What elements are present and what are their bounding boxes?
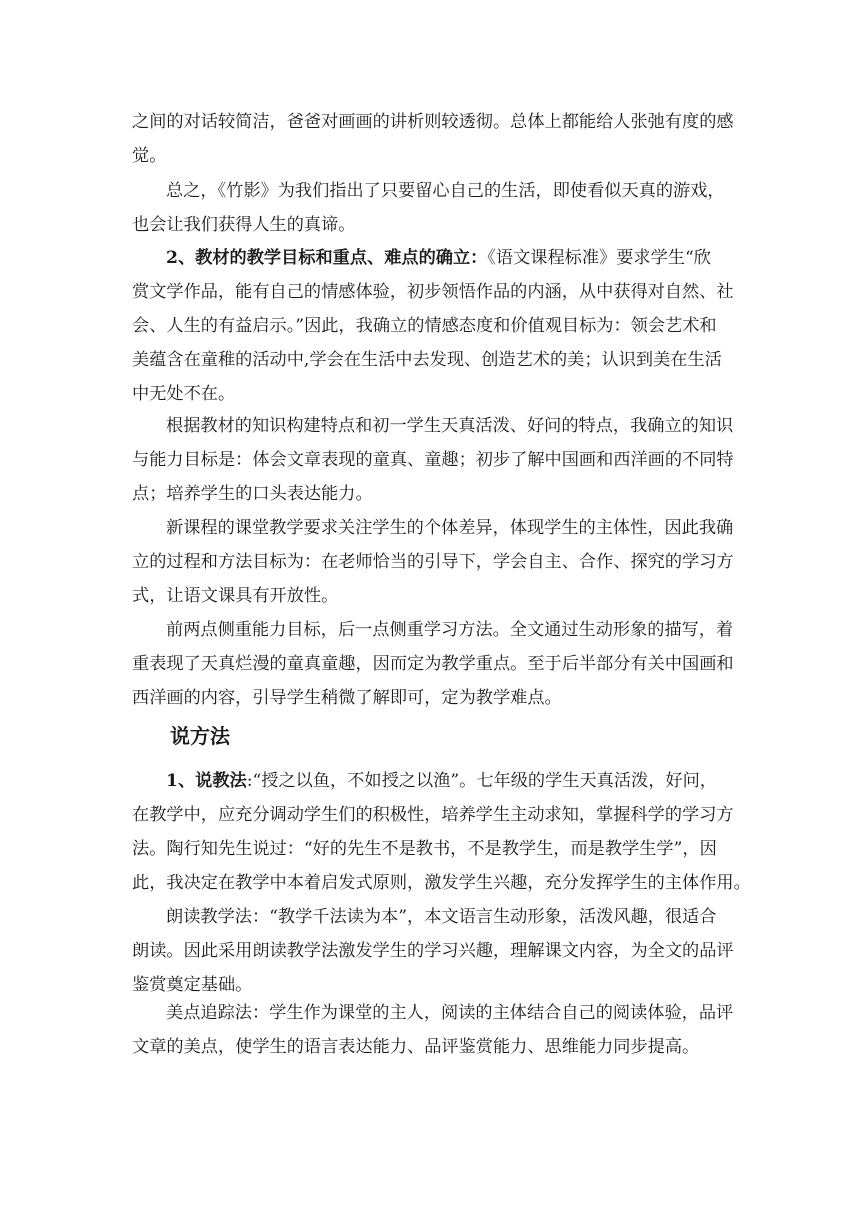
text-line: 法。陶行知先生说过：“好的先生不是教书，不是教学生，而是教学生学”，因 [132,839,717,859]
text-line: 重表现了天真烂漫的童真童趣，因而定为教学重点。至于后半部分有关中国画和 [132,654,734,674]
text-line: 中无处不在。 [132,384,236,404]
paragraph-teaching-goals [132,241,734,411]
section-lead: 2、教材的教学目标和重点、难点的确立： [166,248,488,268]
text-line: 也会让我们获得人生的真谛。 [132,215,356,235]
text-line: 立的过程和方法目标为：在老师恰当的引导下，学会自主、合作、探究的学习方 [132,552,734,572]
text-line: 新课程的课堂教学要求关注学生的个体差异，体现学生的主体性，因此我确 [166,518,734,538]
text-line [132,241,734,275]
text-line: 文章的美点，使学生的语言表达能力、品评鉴赏能力、思维能力同步提高。 [132,1037,700,1057]
text-line: 会、人生的有益启示。”因此，我确立的情感态度和价值观目标为：领会艺术和 [132,316,717,336]
section-heading: 说方法 [170,724,230,748]
paragraph-key-difficult-points [132,613,734,715]
paragraph-process-goals [132,511,734,613]
text-line: 与能力目标是：体会文章表现的童真、童趣；初步了解中国画和西洋画的不同特 [132,450,734,470]
text-line: 此，我决定在教学中本着启发式原则，激发学生兴趣，充分发挥学生的主体作用。 [132,873,751,893]
text-line: 西洋画的内容，引导学生稍微了解即可，定为教学难点。 [132,688,562,708]
paragraph-reading-method [132,900,734,1002]
paragraph-dialogue-summary [132,105,734,173]
text-line: 之间的对话较简洁，爸爸对画画的讲析则较透彻。总体上都能给人张弛有度的感 [132,112,734,132]
text-line: 朗读。因此采用朗读教学法激发学生的学习兴趣，理解课文内容，为全文的品评 [132,941,734,961]
text-line: 美点追踪法：学生作为课堂的主人，阅读的主体结合自己的阅读体验，品评 [166,1003,734,1023]
text-line: 点；培养学生的口头表达能力。 [132,484,373,504]
text-run: 《语文课程标准》要求学生“欣 [487,248,711,268]
paragraph-knowledge-goals [132,409,734,511]
text-line: 在教学中，应充分调动学生们的积极性，培养学生主动求知，掌握科学的学习方 [132,805,734,825]
paragraph-beauty-tracking-method [132,996,734,1064]
text-line: 前两点侧重能力目标，后一点侧重学习方法。全文通过生动形象的描写，着 [166,620,734,640]
section-lead: 1、说教法 [166,771,247,791]
text-line: 总之，《竹影》为我们指出了只要留心自己的生活，即使看似天真的游戏， [166,181,725,201]
text-line: 鉴赏奠定基础。 [132,975,253,995]
text-line: 式，让语文课具有开放性。 [132,586,339,606]
text-line [132,764,734,798]
text-line: 美蕴含在童稚的活动中,学会在生活中去发现、创造艺术的美；认识到美在生活 [132,350,722,370]
text-line: 朗读教学法：“教学千法读为本”，本文语言生动形象，活泼风趣，很适合 [166,907,717,927]
text-run: :“授之以鱼，不如授之以渔”。七年级的学生天真活泼，好问， [246,771,717,791]
text-line: 赏文学作品，能有自己的情感体验，初步领悟作品的内涵，从中获得对自然、社 [132,282,734,302]
paragraph-conclusion [132,174,734,242]
text-line: 觉。 [132,146,167,166]
paragraph-teaching-method [132,764,751,900]
text-line: 根据教材的知识构建特点和初一学生天真活泼、好问的特点，我确立的知识 [166,416,734,436]
